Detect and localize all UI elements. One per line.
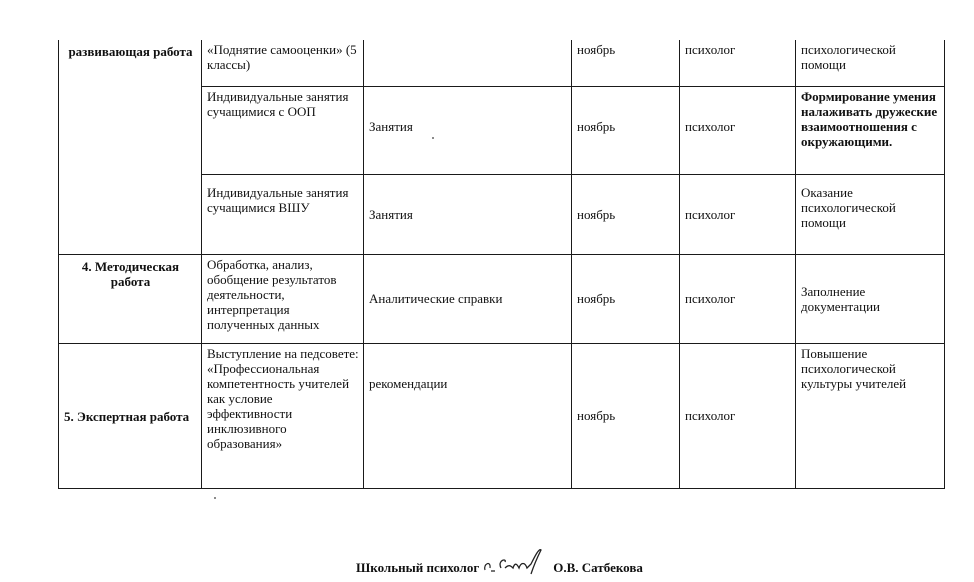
- cell-form: Занятия: [364, 174, 572, 254]
- scan-speck: [432, 137, 434, 139]
- section-developmental-work: развивающая работа: [59, 40, 202, 254]
- handwritten-signature: [481, 546, 551, 576]
- cell-form: Занятия: [364, 86, 572, 174]
- cell-term: ноябрь: [572, 343, 680, 488]
- cell-topic: Обработка, анализ, обобщение результатов деятельности, интерпретация полученных данных: [202, 254, 364, 343]
- cell-responsible: психолог: [680, 343, 796, 488]
- cell-responsible: психолог: [680, 86, 796, 174]
- cell-term: ноябрь: [572, 40, 680, 86]
- scan-speck: [214, 497, 216, 499]
- cell-term: ноябрь: [572, 254, 680, 343]
- table-row: [59, 40, 945, 86]
- cell-result: психологической помощи: [796, 40, 945, 86]
- cell-topic: Индивидуальные занятия сучащимися ВШУ: [202, 174, 364, 254]
- cell-topic: Индивидуальные занятия сучащимися с ООП: [202, 86, 364, 174]
- signature-line: [356, 546, 643, 576]
- section-methodical-work: 4. Методическая работа: [59, 254, 202, 343]
- cell-topic: «Поднятие самооценки» (5 классы): [202, 40, 364, 86]
- cell-responsible: психолог: [680, 254, 796, 343]
- cell-result: Формирование умения налаживать дружеские взаимоотношения с окружающими.: [796, 86, 945, 174]
- cell-term: ноябрь: [572, 174, 680, 254]
- cell-responsible: психолог: [680, 40, 796, 86]
- table-row: [59, 343, 945, 488]
- cell-term: ноябрь: [572, 86, 680, 174]
- cell-result: Заполнение документации: [796, 254, 945, 343]
- section-expert-work: 5. Экспертная работа: [59, 343, 202, 488]
- table-row: [59, 254, 945, 343]
- work-plan-table: [58, 40, 945, 489]
- cell-form: [364, 40, 572, 86]
- cell-result: Повышение психологической культуры учителей: [796, 343, 945, 488]
- cell-form: рекомендации: [364, 343, 572, 488]
- cell-responsible: психолог: [680, 174, 796, 254]
- signer-name: О.В. Сатбекова: [553, 560, 643, 575]
- cell-topic: Выступление на педсовете: «Профессиональная компетентность учителей как условие эффективности инклюзивного образования»: [202, 343, 364, 488]
- signer-role: Школьный психолог: [356, 560, 480, 575]
- cell-result: Оказание психологической помощи: [796, 174, 945, 254]
- cell-form: Аналитические справки: [364, 254, 572, 343]
